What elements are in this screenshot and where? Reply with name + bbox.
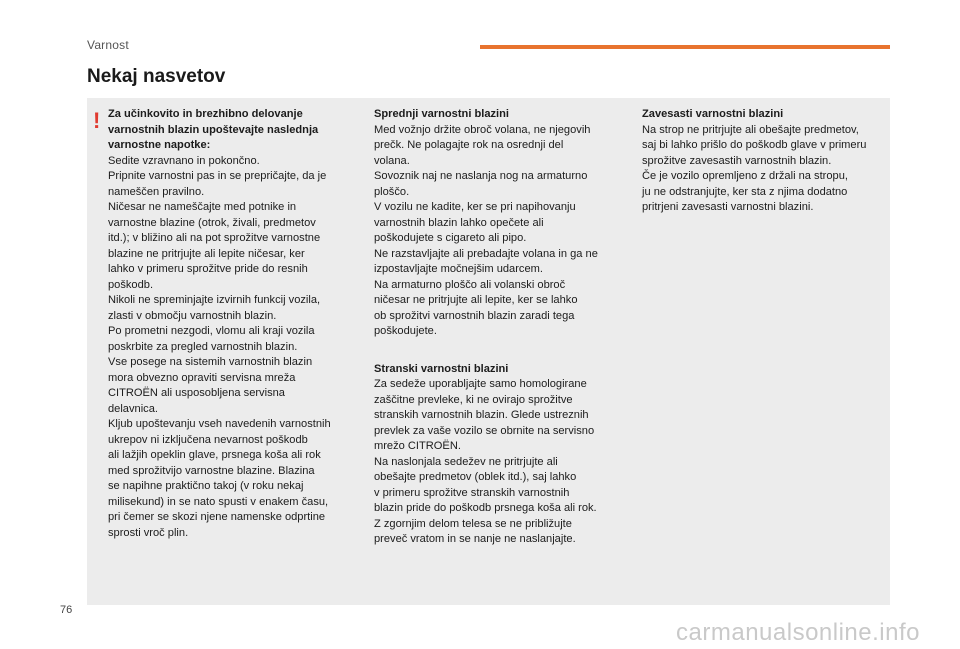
warning-lead: Za učinkovito in brezhibno delovanje varnostnih blazin upoštevajte naslednja varnostne napotke: (108, 108, 319, 151)
warning-text: Sedite vzravnano in pokončno. Pripnite varnostni pas in se prepričajte, da je nameščen pravilno. Ničesar ne nameščajte med potnike in varnostne blazine (otrok, živali, predmetov itd.); v bližino ali na pot sprožitve varnostne blazine ne pritrjujte ali lepite ničesar, ker lahko v primeru sprožitve pride do resnih poškodb. Nikoli ne spreminjajte izvirnih funkcij vozila, zlasti v območju varnostnih blazin. Po prometni nezgodi, vlomu ali kraji vozila poskrbite za pregled varnostnih blazin. Vse posege na sistemih varnostnih blazin mora obvezno opraviti servisna mreža CITROËN ali usposobljena servisna delavnica. Kljub upoštevanju vseh navedenih varnostnih ukrepov ni izključena nevarnost poškodb ali lažjih opeklin glave, prsnega koša ali rok med sprožitvijo varnostne blazine. Blazina se napihne praktično takoj (v roku nekaj milisekund) in se nato spusti v enakem času, pri čemer se skozi njene namenske odprtine sprosti vroč plin. (108, 154, 331, 539)
side-airbags-block (374, 362, 626, 548)
front-airbags-text: Med vožnjo držite obroč volana, ne njegovih prečk. Ne polagajte rok na osrednji del volana. Sovoznik naj ne naslanja nog na armaturno ploščo. V vozilu ne kadite, ker se pri napihovanju varnostnih blazin lahko opečete ali poškodujete s cigareto ali pipo. Ne razstavljajte ali prebadajte volana in ga ne izpostavljajte močnejšim udarcem. Na armaturno ploščo ali volanski obroč ničesar ne pritrjujte ali lepite, ker se lahko ob sprožitvi varnostnih blazin zaradi tega poškodujete. (374, 123, 598, 337)
exclamation-icon: ! (93, 108, 101, 133)
watermark: carmanualsonline.info (676, 619, 920, 646)
front-airbags-block (374, 107, 626, 340)
section-label: Varnost (87, 38, 129, 52)
column-warning (108, 107, 358, 541)
side-airbags-text: Za sedeže uporabljajte samo homologirane zaščitne prevleke, ki ne ovirajo sprožitve stranskih varnostnih blazin. Glede ustreznih prevlek za vaše vozilo se obrnite na servisno mrežo CITROËN. Na naslonjala sedežev ne pritrjujte ali obešajte predmetov (oblek itd.), saj lahko v primeru sprožitve stranskih varnostnih blazin pride do poškodb prsnega koša ali rok. Z zgornjim delom telesa se ne približujte preveč vratom in se nanje ne naslanjajte. (374, 378, 597, 545)
curtain-airbags-text: Na strop ne pritrjujte ali obešajte predmetov, saj bi lahko prišlo do poškodb glave v primeru sprožitve zavesastih varnostnih blazin. Če je vozilo opremljeno z držali na stropu, ju ne odstranjujte, ker sta z njima dodatno pritrjeni zavesasti varnostni blazini. (642, 123, 867, 213)
side-airbags-heading: Stranski varnostni blazini (374, 362, 509, 375)
content-panel (87, 98, 890, 605)
column-curtain (642, 107, 890, 216)
page-title: Nekaj nasvetov (87, 66, 226, 87)
front-airbags-heading: Sprednji varnostni blazini (374, 108, 509, 120)
page-number: 76 (60, 604, 73, 616)
accent-bar (480, 45, 890, 49)
column-front-side (374, 107, 626, 562)
curtain-airbags-heading: Zavesasti varnostni blazini (642, 108, 784, 120)
